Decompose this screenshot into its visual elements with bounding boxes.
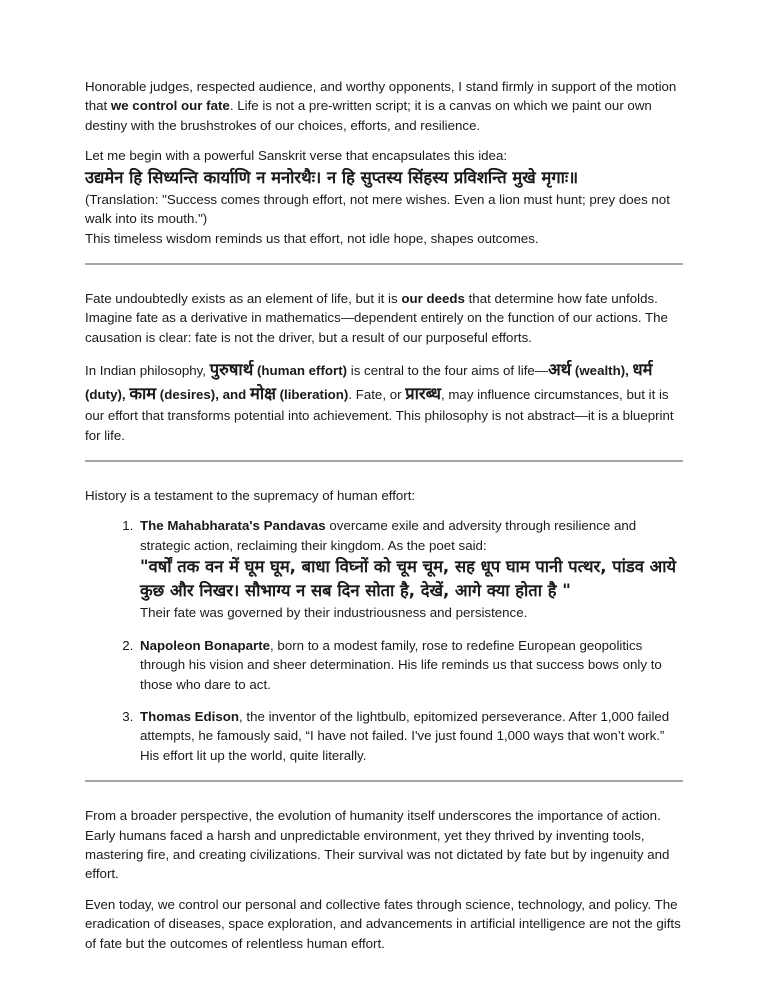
text-run: that determine how fate unfolds. Imagine fate as a derivative in mathematics—dependent entirely on the function of our actions. The causation is clear: fate is not the driver, but a result of our purposeful efforts.: [85, 290, 668, 345]
list-item-pandavas: [137, 516, 683, 622]
paragraph-evolution: [85, 806, 683, 884]
text-run: Honorable judges, respected audience, and worthy opponents, I stand firmly in support of the motion that: [85, 79, 677, 114]
text-run: This timeless wisdom reminds us that effort, not idle hope, shapes outcomes.: [85, 230, 539, 246]
text-run: (wealth),: [571, 363, 633, 379]
text-run: प्रारब्ध: [405, 384, 441, 404]
text-run: Their fate was governed by their industriousness and persistence.: [140, 605, 528, 621]
text-run: (liberation): [275, 387, 349, 403]
text-run: In Indian philosophy,: [85, 363, 210, 379]
text-run: मोक्ष: [249, 384, 276, 404]
section-divider: [85, 460, 683, 462]
text-run: "वर्षों तक वन में घूम घूम, बाधा विघ्नों को चूम चूम, सह धूप घाम पानी पत्थर, पांडव आये कुछ और निखर। सौभाग्य न सब दिन सोता है, देखें, आगे क्या होता है ": [140, 557, 677, 601]
paragraph-intro: [85, 77, 683, 135]
text-run: (Translation: "Success comes through effort, not mere wishes. Even a lion must hunt; prey does not walk into its mouth."): [85, 191, 670, 227]
text-run: overcame exile and adversity through resilience and strategic action, reclaiming their kingdom. As the poet said:: [140, 518, 637, 553]
text-run: (duty),: [85, 387, 130, 403]
text-run: is central to the four aims of life—: [347, 363, 549, 379]
paragraph-sanskrit-verse: [85, 146, 683, 248]
text-run: Fate undoubtedly exists as an element of life, but it is: [85, 290, 402, 306]
text-run: Even today, we control our personal and collective fates through science, technology, and policy. The eradication of diseases, space exploration, and advancements in artificial intelligence are not the gifts of fate but the outcomes of relentless human effort.: [85, 896, 681, 951]
text-run: . Life is not a pre-written script; it is a canvas on which we paint our own destiny with the brushstrokes of our choices, efforts, and resilience.: [85, 98, 652, 133]
text-run: our deeds: [401, 290, 465, 306]
section-divider: [85, 263, 683, 265]
text-run: पुरुषार्थ: [209, 360, 254, 380]
text-run: , may influence circumstances, but it is our effort that transforms potential into achievement. This philosophy is not abstract—it is a blueprint for life.: [85, 387, 674, 443]
text-run: From a broader perspective, the evolution of humanity itself underscores the importance of action. Early humans faced a harsh and unpredictable environment, yet they thrived by inventing tools, mastering fire, and creating civilizations. Their survival was not dictated by fate but by ingenuity and effort.: [85, 808, 670, 882]
text-run: काम: [129, 384, 157, 404]
text-run: we control our fate: [110, 98, 230, 114]
paragraph-fate-deeds: [85, 289, 683, 347]
list-item-napoleon: [137, 636, 683, 694]
text-run: . Fate, or: [348, 387, 406, 403]
text-run: अर्थ: [548, 360, 572, 380]
text-run: (desires), and: [156, 387, 250, 403]
text-run: उद्यमेन हि सिध्यन्ति कार्याणि न मनोरथैः। न हि सुप्तस्य सिंहस्य प्रविशन्ति मुखे मृगाः॥: [85, 167, 579, 187]
text-run: धर्म: [632, 360, 653, 380]
text-run: (human effort): [253, 363, 348, 379]
paragraph-indian-philosophy: [85, 358, 683, 445]
text-run: , born to a modest family, rose to redefine European geopolitics through his vision and sheer determination. His life reminds us that success bows only to those who dare to act.: [140, 637, 662, 692]
paragraph-today: [85, 895, 683, 953]
section-divider: [85, 780, 683, 782]
text-run: History is a testament to the supremacy of human effort:: [85, 488, 416, 504]
text-run: Let me begin with a powerful Sanskrit verse that encapsulates this idea:: [85, 148, 508, 164]
history-examples-list: [85, 516, 683, 765]
text-run: The Mahabharata's Pandavas: [140, 518, 326, 534]
text-run: , the inventor of the lightbulb, epitomized perseverance. After 1,000 failed attempts, he famously said, “I have not failed. I've just found 1,000 ways that won’t work.” His effort lit up the world, quite literally.: [140, 709, 670, 763]
text-run: Thomas Edison: [140, 709, 239, 725]
list-item-edison: [137, 707, 683, 765]
text-run: Napoleon Bonaparte: [140, 637, 271, 653]
paragraph-history-intro: [85, 486, 683, 505]
